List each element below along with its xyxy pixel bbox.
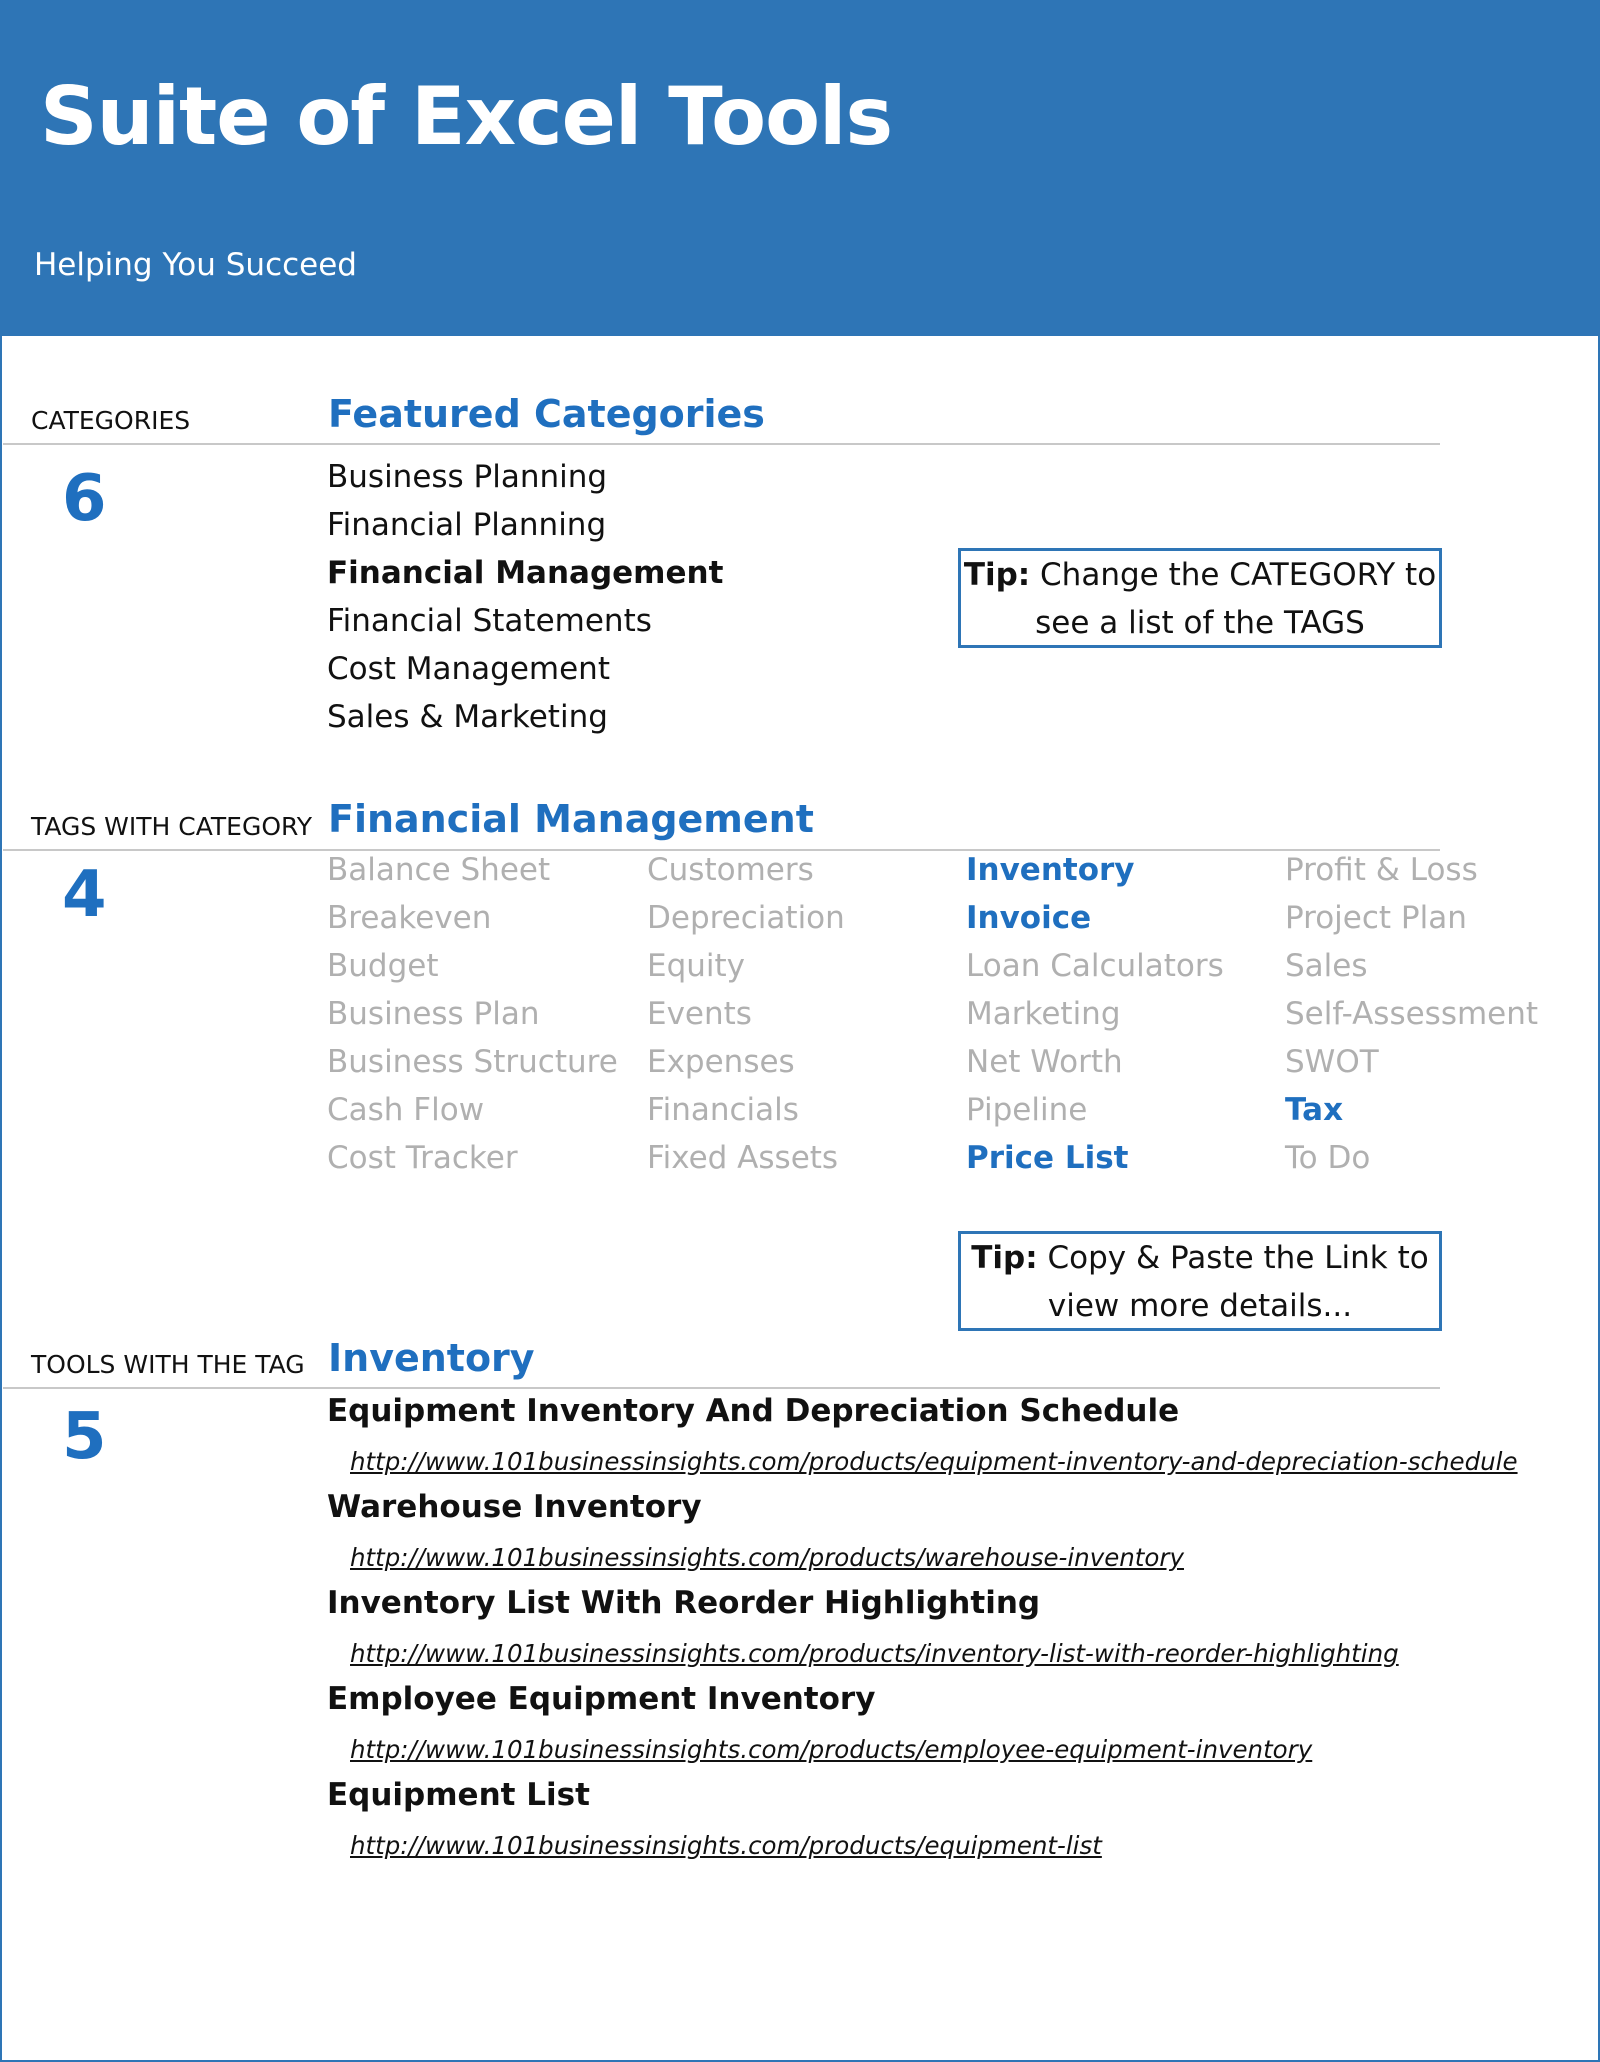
tool-name: Warehouse Inventory	[327, 1489, 702, 1525]
tag-item[interactable]: Marketing	[966, 996, 1121, 1032]
categories-label: CATEGORIES	[31, 406, 191, 435]
tag-item[interactable]: Inventory	[966, 852, 1135, 888]
categories-count: 6	[62, 462, 107, 536]
tag-item[interactable]: Pipeline	[966, 1092, 1088, 1128]
tag-item[interactable]: Breakeven	[327, 900, 492, 936]
tag-item[interactable]: To Do	[1285, 1140, 1371, 1176]
tag-item[interactable]: Expenses	[647, 1044, 795, 1080]
tools-count: 5	[62, 1400, 107, 1474]
tag-item[interactable]: Cost Tracker	[327, 1140, 518, 1176]
tag-item[interactable]: Business Structure	[327, 1044, 618, 1080]
tip-text-line2: see a list of the TAGS	[1035, 605, 1365, 641]
tag-item[interactable]: Business Plan	[327, 996, 540, 1032]
tip-bold: Tip:	[971, 1240, 1038, 1276]
tool-name: Equipment List	[327, 1777, 590, 1813]
category-item-financial-statements[interactable]: Financial Statements	[327, 603, 652, 639]
category-item-sales-marketing[interactable]: Sales & Marketing	[327, 699, 608, 735]
tag-item[interactable]: Financials	[647, 1092, 799, 1128]
header-banner	[2, 2, 1598, 336]
tag-item[interactable]: Budget	[327, 948, 439, 984]
tag-item[interactable]: Customers	[647, 852, 814, 888]
tag-item[interactable]: Equity	[647, 948, 746, 984]
tool-link[interactable]: http://www.101businessinsights.com/products/equipment-inventory-and-depreciation-schedule	[350, 1447, 1518, 1476]
tag-item[interactable]: Fixed Assets	[647, 1140, 839, 1176]
tip-text-line1: Copy & Paste the Link to	[1037, 1240, 1429, 1276]
tag-item[interactable]: SWOT	[1285, 1044, 1379, 1080]
tag-item[interactable]: Tax	[1285, 1092, 1344, 1128]
tag-item[interactable]: Self-Assessment	[1285, 996, 1539, 1032]
tag-item[interactable]: Project Plan	[1285, 900, 1467, 936]
tag-item[interactable]: Depreciation	[647, 900, 845, 936]
tool-name: Employee Equipment Inventory	[327, 1681, 876, 1717]
tip-box-category	[958, 548, 1442, 648]
tag-item[interactable]: Cash Flow	[327, 1092, 485, 1128]
category-item-business-planning[interactable]: Business Planning	[327, 459, 608, 495]
tip-text-line2: view more details...	[1047, 1288, 1353, 1324]
category-item-financial-planning[interactable]: Financial Planning	[327, 507, 607, 543]
tag-item[interactable]: Net Worth	[966, 1044, 1123, 1080]
page-title: Suite of Excel Tools	[40, 70, 893, 163]
tag-item[interactable]: Sales	[1285, 948, 1368, 984]
tag-item[interactable]: Invoice	[966, 900, 1092, 936]
tip-box-link	[958, 1231, 1442, 1331]
tag-item[interactable]: Price List	[966, 1140, 1129, 1176]
tools-label: TOOLS WITH THE TAG	[31, 1350, 305, 1379]
page-subtitle: Helping You Succeed	[34, 247, 357, 283]
category-item-cost-management[interactable]: Cost Management	[327, 651, 610, 687]
category-item-financial-management[interactable]: Financial Management	[327, 555, 724, 591]
tool-link[interactable]: http://www.101businessinsights.com/products/inventory-list-with-reorder-highlighting	[350, 1639, 1399, 1668]
tip-text-line1: Change the CATEGORY to	[1030, 557, 1437, 593]
tag-item[interactable]: Loan Calculators	[966, 948, 1224, 984]
tool-link[interactable]: http://www.101businessinsights.com/products/warehouse-inventory	[350, 1543, 1184, 1572]
tags-heading: Financial Management	[328, 797, 814, 841]
tag-item[interactable]: Profit & Loss	[1285, 852, 1478, 888]
tags-divider	[3, 849, 1440, 851]
categories-divider	[3, 443, 1440, 445]
tag-item[interactable]: Balance Sheet	[327, 852, 551, 888]
tags-count: 4	[62, 858, 107, 932]
tools-heading: Inventory	[328, 1336, 535, 1380]
tool-link[interactable]: http://www.101businessinsights.com/products/employee-equipment-inventory	[350, 1735, 1313, 1764]
tool-name: Equipment Inventory And Depreciation Schedule	[327, 1393, 1180, 1429]
tool-link[interactable]: http://www.101businessinsights.com/products/equipment-list	[350, 1831, 1102, 1860]
tip-bold: Tip:	[963, 557, 1031, 593]
tag-item[interactable]: Events	[647, 996, 752, 1032]
tool-name: Inventory List With Reorder Highlighting	[327, 1585, 1041, 1621]
tools-divider	[3, 1387, 1440, 1389]
tags-label: TAGS WITH CATEGORY	[31, 812, 313, 841]
categories-heading: Featured Categories	[328, 392, 765, 436]
